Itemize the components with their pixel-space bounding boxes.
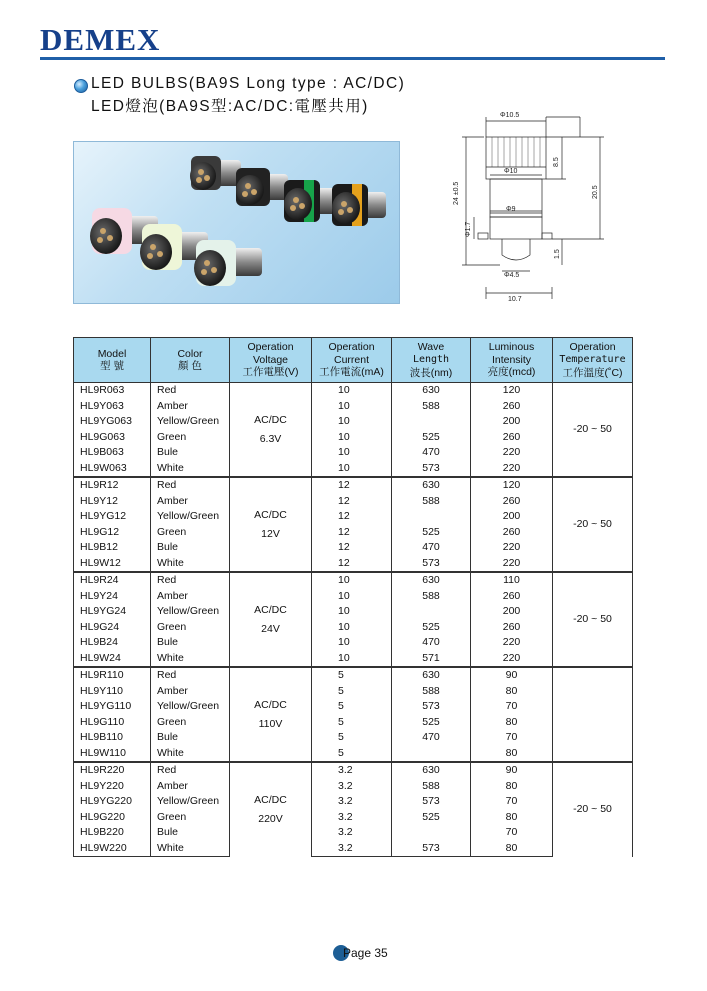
table-row xyxy=(74,383,633,399)
cell-color: Red xyxy=(151,572,230,589)
table-row xyxy=(74,779,633,795)
dim-contact-height: 1.5 xyxy=(554,249,561,259)
table-row xyxy=(74,461,633,478)
table-row xyxy=(74,762,633,779)
cell-luminous: 200 xyxy=(471,604,553,620)
cell-model: HL9W24 xyxy=(74,651,151,668)
cell-model: HL9YG24 xyxy=(74,604,151,620)
header-wave: Wave Length 波長(nm) xyxy=(392,338,471,383)
cell-current: 10 xyxy=(312,461,392,478)
cell-wave: 630 xyxy=(392,667,471,684)
table-row xyxy=(74,684,633,700)
table-row xyxy=(74,794,633,810)
cell-luminous: 70 xyxy=(471,699,553,715)
cell-color: Bule xyxy=(151,825,230,841)
cell-wave: 573 xyxy=(392,556,471,573)
product-photo xyxy=(73,141,400,304)
cell-current: 12 xyxy=(312,525,392,541)
table-row xyxy=(74,715,633,731)
bulb-green xyxy=(284,180,338,222)
cell-wave: 573 xyxy=(392,699,471,715)
bulb-amber xyxy=(332,184,386,226)
cell-luminous: 260 xyxy=(471,589,553,605)
cell-model: HL9G110 xyxy=(74,715,151,731)
cell-model: HL9G220 xyxy=(74,810,151,826)
cell-color: Green xyxy=(151,620,230,636)
cell-current: 10 xyxy=(312,635,392,651)
header-current: Operation Current 工作電流(mA) xyxy=(312,338,392,383)
cell-wave: 588 xyxy=(392,589,471,605)
cell-current: 3.2 xyxy=(312,779,392,795)
page-number: Page 35 xyxy=(343,946,388,960)
cell-model: HL9Y24 xyxy=(74,589,151,605)
cell-wave xyxy=(392,825,471,841)
cell-color: Yellow/Green xyxy=(151,509,230,525)
cell-current: 10 xyxy=(312,589,392,605)
table-row xyxy=(74,589,633,605)
cell-wave: 588 xyxy=(392,399,471,415)
cell-current: 3.2 xyxy=(312,794,392,810)
table-row xyxy=(74,841,633,857)
table-row xyxy=(74,651,633,668)
table-row xyxy=(74,414,633,430)
cell-luminous: 220 xyxy=(471,461,553,478)
cell-luminous: 80 xyxy=(471,779,553,795)
cell-wave: 525 xyxy=(392,430,471,446)
cell-current: 10 xyxy=(312,604,392,620)
cell-color: Amber xyxy=(151,589,230,605)
cell-wave: 470 xyxy=(392,730,471,746)
cell-luminous: 70 xyxy=(471,825,553,841)
cell-model: HL9B110 xyxy=(74,730,151,746)
table-row xyxy=(74,825,633,841)
cell-wave: 525 xyxy=(392,620,471,636)
table-row xyxy=(74,430,633,446)
cell-voltage xyxy=(230,667,312,762)
cell-current: 5 xyxy=(312,699,392,715)
voltage-type: AC/DC xyxy=(254,603,287,616)
table-row xyxy=(74,620,633,636)
table-row xyxy=(74,699,633,715)
cell-current: 10 xyxy=(312,399,392,415)
cell-model: HL9R063 xyxy=(74,383,151,399)
cell-model: HL9B063 xyxy=(74,445,151,461)
cell-model: HL9Y12 xyxy=(74,494,151,510)
cell-model: HL9Y110 xyxy=(74,684,151,700)
cell-wave: 588 xyxy=(392,779,471,795)
cell-model: HL9W110 xyxy=(74,746,151,763)
table-row xyxy=(74,399,633,415)
voltage-type: AC/DC xyxy=(254,698,287,711)
table-row xyxy=(74,540,633,556)
title-bullet-icon xyxy=(74,79,88,93)
cell-model: HL9Y063 xyxy=(74,399,151,415)
dim-base-diameter: Φ9 xyxy=(506,206,516,213)
cell-luminous: 220 xyxy=(471,635,553,651)
cell-current: 12 xyxy=(312,556,392,573)
cell-color: Red xyxy=(151,383,230,399)
table-row xyxy=(74,477,633,494)
cell-wave: 630 xyxy=(392,762,471,779)
cell-model: HL9W220 xyxy=(74,841,151,857)
voltage-type: AC/DC xyxy=(254,413,287,426)
cell-luminous: 260 xyxy=(471,430,553,446)
table-row xyxy=(74,494,633,510)
cell-current: 3.2 xyxy=(312,825,392,841)
cell-luminous: 260 xyxy=(471,399,553,415)
cell-color: Yellow/Green xyxy=(151,794,230,810)
cell-luminous: 220 xyxy=(471,540,553,556)
table-row xyxy=(74,556,633,573)
cell-color: Green xyxy=(151,715,230,731)
cell-wave: 573 xyxy=(392,794,471,810)
cell-luminous: 110 xyxy=(471,572,553,589)
cell-wave: 630 xyxy=(392,572,471,589)
cell-temperature xyxy=(553,667,633,762)
product-title-chinese: LED燈泡(BA9S型:AC/DC:電壓共用) xyxy=(91,98,369,115)
cell-wave: 588 xyxy=(392,684,471,700)
header-temperature: Operation Temperature 工作溫度(˚C) xyxy=(553,338,633,383)
cell-current: 5 xyxy=(312,667,392,684)
cell-model: HL9G063 xyxy=(74,430,151,446)
cell-model: HL9W12 xyxy=(74,556,151,573)
table-row xyxy=(74,604,633,620)
cell-color: White xyxy=(151,746,230,763)
table-row xyxy=(74,746,633,763)
cell-color: Red xyxy=(151,762,230,779)
cell-luminous: 220 xyxy=(471,651,553,668)
table-row xyxy=(74,572,633,589)
spec-table xyxy=(73,337,633,857)
cell-current: 12 xyxy=(312,477,392,494)
cell-luminous: 80 xyxy=(471,746,553,763)
cell-luminous: 90 xyxy=(471,667,553,684)
cell-wave: 573 xyxy=(392,461,471,478)
dim-pin-length: Φ1.7 xyxy=(465,221,472,237)
cell-current: 3.2 xyxy=(312,762,392,779)
cell-voltage xyxy=(230,383,312,478)
cell-current: 12 xyxy=(312,509,392,525)
cell-voltage xyxy=(230,572,312,667)
dim-head-height: 8.5 xyxy=(553,157,560,167)
dim-mid-diameter: Φ10 xyxy=(504,168,518,175)
cell-color: White xyxy=(151,651,230,668)
cell-wave: 571 xyxy=(392,651,471,668)
cell-color: Yellow/Green xyxy=(151,414,230,430)
cell-color: Bule xyxy=(151,730,230,746)
cell-wave xyxy=(392,746,471,763)
cell-color: Yellow/Green xyxy=(151,604,230,620)
cell-model: HL9G24 xyxy=(74,620,151,636)
cell-voltage xyxy=(230,477,312,572)
cell-luminous: 120 xyxy=(471,383,553,399)
cell-wave: 630 xyxy=(392,383,471,399)
cell-current: 3.2 xyxy=(312,841,392,857)
cell-color: Amber xyxy=(151,684,230,700)
cell-current: 5 xyxy=(312,715,392,731)
voltage-type: AC/DC xyxy=(254,508,287,521)
cell-current: 12 xyxy=(312,540,392,556)
cell-current: 3.2 xyxy=(312,810,392,826)
cell-voltage xyxy=(230,762,312,857)
table-row xyxy=(74,509,633,525)
cell-model: HL9R12 xyxy=(74,477,151,494)
cell-current: 5 xyxy=(312,746,392,763)
cell-current: 10 xyxy=(312,414,392,430)
cell-model: HL9R220 xyxy=(74,762,151,779)
cell-model: HL9YG110 xyxy=(74,699,151,715)
cell-luminous: 260 xyxy=(471,494,553,510)
cell-color: Red xyxy=(151,667,230,684)
cell-current: 12 xyxy=(312,494,392,510)
cell-color: Bule xyxy=(151,635,230,651)
header-luminous: Luminous Intensity 亮度(mcd) xyxy=(471,338,553,383)
header-color: Color 顏 色 xyxy=(151,338,230,383)
bulb-white xyxy=(194,240,262,286)
cell-temperature: -20 ~ 50 xyxy=(553,762,633,857)
table-row xyxy=(74,730,633,746)
cell-wave: 588 xyxy=(392,494,471,510)
cell-model: HL9B24 xyxy=(74,635,151,651)
cell-wave: 470 xyxy=(392,635,471,651)
cell-model: HL9W063 xyxy=(74,461,151,478)
cell-wave: 573 xyxy=(392,841,471,857)
cell-wave: 525 xyxy=(392,810,471,826)
cell-model: HL9B220 xyxy=(74,825,151,841)
cell-color: Amber xyxy=(151,779,230,795)
cell-color: Yellow/Green xyxy=(151,699,230,715)
brand-logo: DEMEX xyxy=(40,22,161,57)
cell-current: 10 xyxy=(312,383,392,399)
table-row xyxy=(74,445,633,461)
cell-color: Amber xyxy=(151,399,230,415)
cell-luminous: 80 xyxy=(471,684,553,700)
cell-model: HL9G12 xyxy=(74,525,151,541)
table-row xyxy=(74,667,633,684)
cell-color: White xyxy=(151,461,230,478)
table-row xyxy=(74,810,633,826)
voltage-value: 110V xyxy=(258,717,283,730)
cell-current: 10 xyxy=(312,430,392,446)
cell-color: Green xyxy=(151,430,230,446)
dim-body-height: 20.5 xyxy=(592,185,599,199)
voltage-value: 220V xyxy=(258,812,283,825)
cell-luminous: 260 xyxy=(471,620,553,636)
cell-luminous: 90 xyxy=(471,762,553,779)
voltage-type: AC/DC xyxy=(254,793,287,806)
cell-color: Bule xyxy=(151,445,230,461)
table-header-row xyxy=(74,338,633,383)
dim-contact-diameter: Φ4.5 xyxy=(504,272,520,279)
cell-luminous: 70 xyxy=(471,730,553,746)
bulbs-illustration xyxy=(74,142,399,303)
voltage-value: 24V xyxy=(261,622,280,635)
cell-luminous: 80 xyxy=(471,715,553,731)
cell-model: HL9B12 xyxy=(74,540,151,556)
cell-model: HL9Y220 xyxy=(74,779,151,795)
cell-current: 10 xyxy=(312,651,392,668)
cell-current: 10 xyxy=(312,572,392,589)
cell-luminous: 70 xyxy=(471,794,553,810)
cell-luminous: 220 xyxy=(471,556,553,573)
cell-color: White xyxy=(151,841,230,857)
cell-color: Amber xyxy=(151,494,230,510)
cell-current: 5 xyxy=(312,684,392,700)
header-rule xyxy=(40,57,665,60)
dim-top-diameter: Φ10.5 xyxy=(500,112,520,119)
cell-wave xyxy=(392,509,471,525)
voltage-value: 6.3V xyxy=(259,432,282,445)
cell-wave: 470 xyxy=(392,540,471,556)
cell-temperature: -20 ~ 50 xyxy=(553,477,633,572)
bulb-black xyxy=(236,168,288,206)
cell-current: 5 xyxy=(312,730,392,746)
cell-luminous: 260 xyxy=(471,525,553,541)
cell-model: HL9YG063 xyxy=(74,414,151,430)
cell-wave xyxy=(392,414,471,430)
cell-color: Red xyxy=(151,477,230,494)
header-model: Model 型 號 xyxy=(74,338,151,383)
cell-model: HL9YG220 xyxy=(74,794,151,810)
cell-color: Green xyxy=(151,810,230,826)
cell-luminous: 80 xyxy=(471,810,553,826)
cell-luminous: 120 xyxy=(471,477,553,494)
cell-color: Green xyxy=(151,525,230,541)
dim-total-height: 24 ±0.5 xyxy=(453,181,460,205)
bulb-silver xyxy=(190,156,241,190)
cell-wave xyxy=(392,604,471,620)
cell-wave: 525 xyxy=(392,525,471,541)
cell-wave: 525 xyxy=(392,715,471,731)
table-row xyxy=(74,525,633,541)
header-voltage: Operation Voltage 工作電壓(V) xyxy=(230,338,312,383)
cell-luminous: 220 xyxy=(471,445,553,461)
cell-color: Bule xyxy=(151,540,230,556)
dim-base-width: 10.7 xyxy=(508,296,522,303)
cell-color: White xyxy=(151,556,230,573)
cell-luminous: 200 xyxy=(471,509,553,525)
cell-model: HL9R24 xyxy=(74,572,151,589)
cell-model: HL9YG12 xyxy=(74,509,151,525)
cell-luminous: 200 xyxy=(471,414,553,430)
cell-wave: 630 xyxy=(392,477,471,494)
cell-current: 10 xyxy=(312,620,392,636)
cell-temperature: -20 ~ 50 xyxy=(553,572,633,667)
product-title: LED BULBS(BA9S Long type : AC/DC) xyxy=(91,75,406,92)
cell-current: 10 xyxy=(312,445,392,461)
cell-luminous: 80 xyxy=(471,841,553,857)
cell-temperature: -20 ~ 50 xyxy=(553,383,633,478)
cell-model: HL9R110 xyxy=(74,667,151,684)
table-row xyxy=(74,635,633,651)
dimension-drawing xyxy=(440,105,640,310)
cell-wave: 470 xyxy=(392,445,471,461)
voltage-value: 12V xyxy=(261,527,280,540)
